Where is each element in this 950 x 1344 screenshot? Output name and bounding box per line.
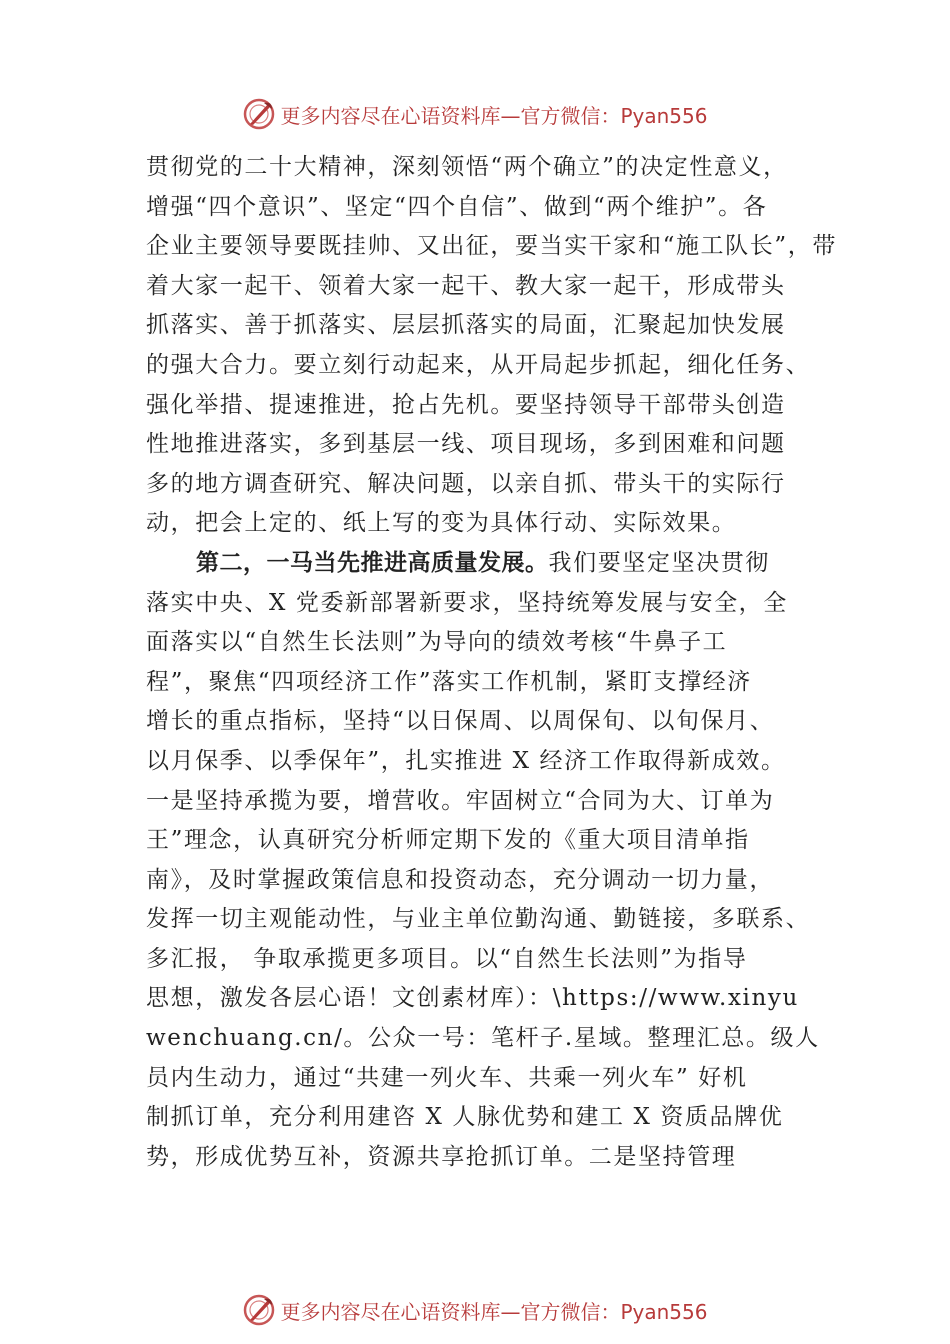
text-line: 一是坚持承揽为要，增营收。牢固树立“合同为大、订单为 (146, 787, 775, 814)
quill-seal-icon (242, 1293, 276, 1327)
section-heading: 第二，一马当先推进高质量发展。 (196, 549, 549, 576)
text-line: 以月保季、以季保年”，扎实推进 X 经济工作取得新成效。 (146, 747, 786, 774)
text-line: 动，把会上定的、纸上写的变为具体行动、实际效果。 (146, 510, 737, 537)
text-line: 企业主要领导要既挂帅、又出征，要当实干家和“施工队长”，带 (146, 233, 837, 260)
text-line: 南》，及时掌握政策信息和投资动态，充分调动一切力量， (146, 866, 775, 893)
document-body (146, 148, 837, 1177)
paragraph-1 (146, 148, 837, 544)
banner-text: 更多内容尽在心语资料库—官方微信：Pyan556 (280, 1299, 708, 1324)
text-line: 王”理念，认真研究分析师定期下发的《重大项目清单指 (146, 827, 750, 854)
heading-line-rest: 我们要坚定坚决贯彻 (548, 549, 770, 576)
text-line: 多汇报， 争取承揽更多项目。以“自然生长法则”为指导 (146, 945, 748, 972)
text-line: 势，形成优势互补，资源共享抢抓订单。二是坚持管理 (146, 1143, 737, 1170)
text-line: 的强大合力。要立刻行动起来，从开局起步抓起，细化任务、 (146, 351, 811, 378)
quill-seal-icon (242, 97, 276, 131)
text-line: 思想，激发各层心语！文创素材库）：\https://www.xinyu (146, 985, 799, 1012)
banner-text: 更多内容尽在心语资料库—官方微信：Pyan556 (280, 103, 708, 128)
text-line: 面落实以“自然生长法则”为导向的绩效考核“牛鼻子工 (146, 629, 728, 656)
text-line (146, 544, 826, 584)
text-line: 程”，聚焦“四项经济工作”落实工作机制，紧盯支撑经济 (146, 668, 752, 695)
text-line: 贯彻党的二十大精神，深刻领悟“两个确立”的决定性意义， (146, 154, 788, 180)
text-line: 员内生动力，通过“共建一列火车、共乘一列火车” 好机 (146, 1064, 748, 1091)
text-line: 增强“四个意识”、坚定“四个自信”、做到“两个维护”。各 (146, 193, 768, 220)
footer-banner (0, 1290, 950, 1330)
text-line: wenchuang.cn/。公众一号：笔杆子.星域。整理汇总。级人 (146, 1025, 820, 1052)
text-line: 着大家一起干、领着大家一起干、教大家一起干，形成带头 (146, 272, 786, 299)
text-line: 落实中央、X 党委新部署新要求，坚持统筹发展与安全，全 (146, 589, 788, 616)
text-line: 抓落实、善于抓落实、层层抓落实的局面，汇聚起加快发展 (146, 312, 786, 339)
text-line: 强化举措、提速推进，抢占先机。要坚持领导干部带头创造 (146, 391, 786, 418)
text-line: 发挥一切主观能动性，与业主单位勤沟通、勤链接，多联系、 (146, 906, 811, 933)
text-line: 多的地方调查研究、解决问题，以亲自抓、带头干的实际行 (146, 470, 786, 497)
text-line: 增长的重点指标，坚持“以日保周、以周保旬、以旬保月、 (146, 708, 775, 735)
header-banner (0, 94, 950, 134)
paragraph-2 (146, 544, 826, 1178)
text-line: 性地推进落实，多到基层一线、项目现场，多到困难和问题 (146, 431, 786, 458)
text-line: 制抓订单，充分利用建咨 X 人脉优势和建工 X 资质品牌优 (146, 1104, 784, 1131)
